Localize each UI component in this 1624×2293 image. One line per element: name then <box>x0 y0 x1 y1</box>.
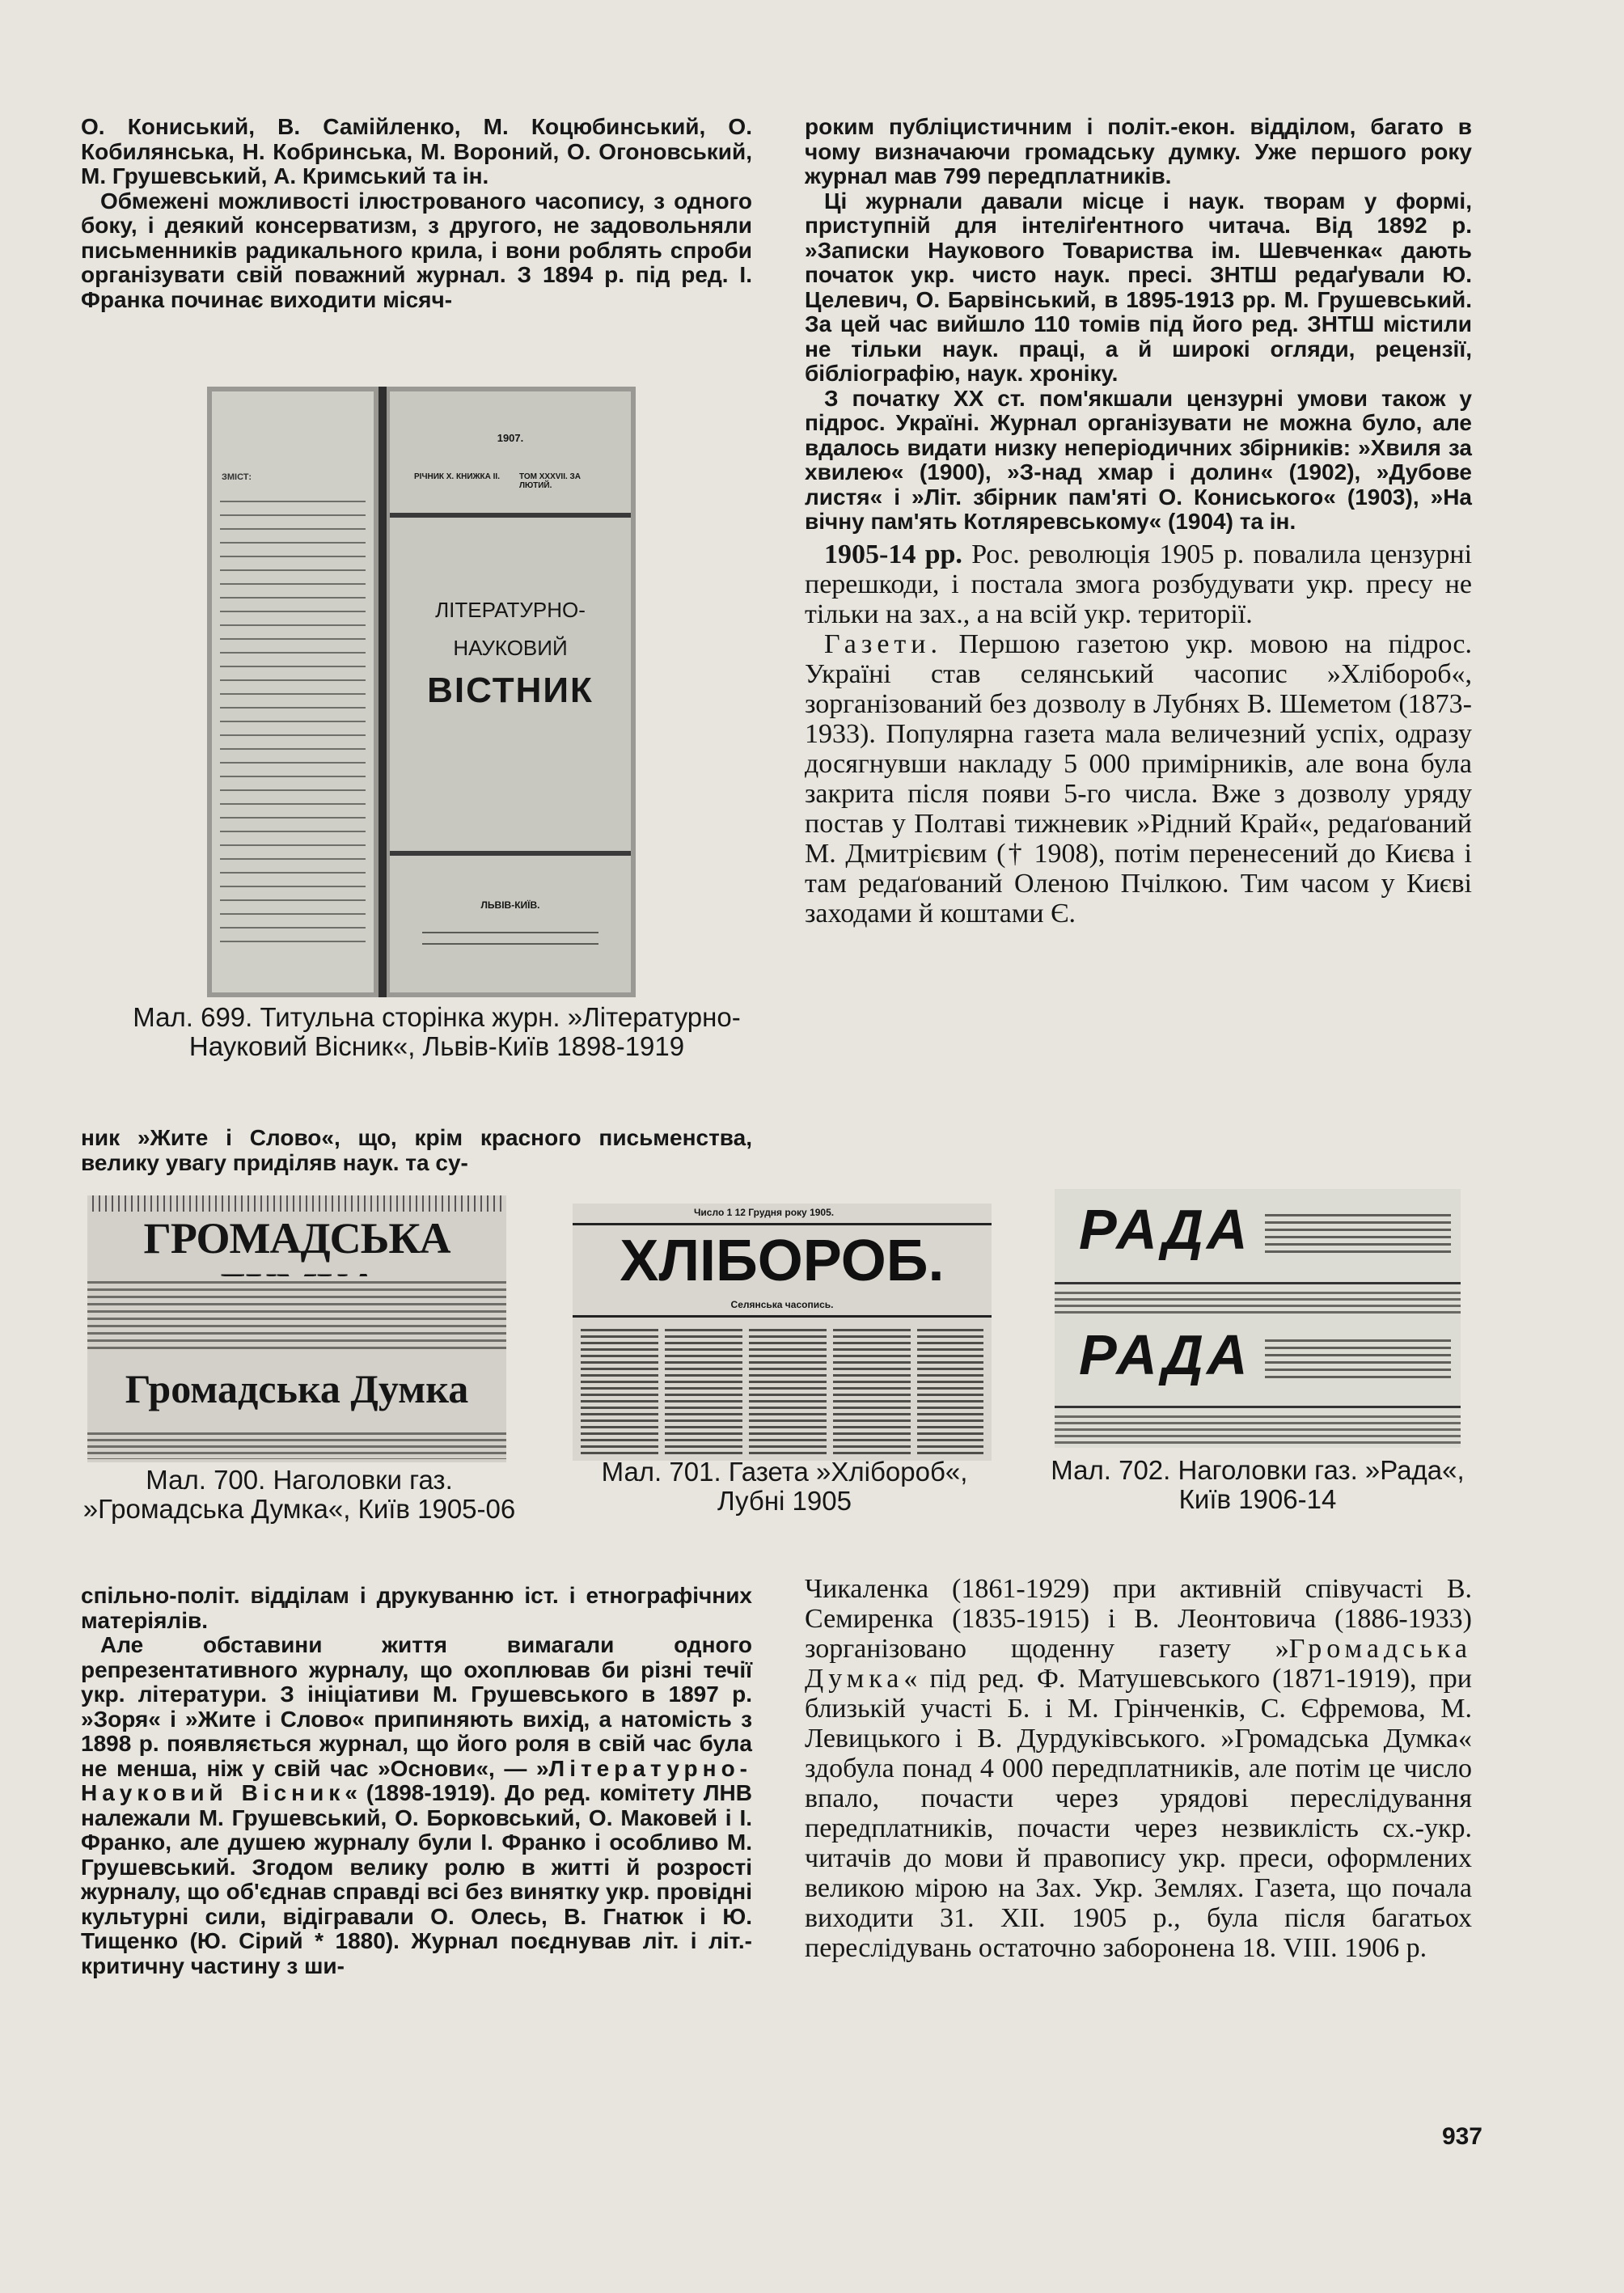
body-rule <box>573 1315 992 1318</box>
cover-title-line1: ЛІТЕРАТУРНО- <box>435 598 586 622</box>
dateline: Число 1 12 Грудня року 1905. <box>694 1207 835 1218</box>
masthead: ХЛІБОРОБ. <box>620 1229 945 1293</box>
subtitle: Селянська часопись. <box>730 1299 834 1310</box>
masthead-2: РАДА <box>1079 1323 1251 1386</box>
dateline-rule <box>573 1223 992 1225</box>
right-column-bottom <box>805 1574 1472 1963</box>
masthead-2-band <box>1055 1411 1461 1444</box>
paragraph: роким публіцистичним і політ.-екон. відділом, багато в чому визначаючи громадську думку. Уже першого року журнал мав 799 передплатників. <box>805 114 1472 188</box>
right-column-top <box>805 115 1472 929</box>
contents-strip <box>212 391 374 992</box>
bottom-band <box>87 1428 506 1459</box>
cover-volume-left: РІЧНИК X. КНИЖКА II. <box>414 472 500 481</box>
paragraph: Ці журнали давали місце і наук. творам у формі, приступній для інтеліґентного читача. Від 1892 р. »Записки Наукового Товариства ім. Шевченка« дають початок укр. чисто наук. пресі. ЗНТШ редаґували Ю. Целевич, О. Барвінський, в 1895-1913 рр. М. Грушевський. За цей час вийшло 110 томів під його ред. ЗНТШ містили не тільки наук. праці, а й широкі огляди, рецензії, бібліографію, наук. хроніку. <box>805 188 1472 386</box>
section-paragraph: 1905-14 рр. Рос. революція 1905 р. повалила цензурні перешкоди, і постала змога розбудувати укр. пресу не тільки на зах., а на всій укр. території. <box>805 539 1473 629</box>
columns <box>581 1325 983 1454</box>
paragraph: спільно-політ. відділам і друкуванню іст. і етнографічних матеріялів. <box>81 1583 752 1633</box>
figure-700-caption: Мал. 700. Наголовки газ. »Громадська Думка«, Київ 1905-06 <box>82 1465 516 1524</box>
cover-rule-top <box>390 513 631 518</box>
section-heading: Газети. <box>824 628 942 659</box>
masthead-2-side <box>1265 1335 1451 1383</box>
left-column-bottom <box>81 1584 752 1978</box>
paragraph: О. Кониський, В. Самійленко, М. Коцюбинський, О. Кобилянська, Н. Кобринська, М. Вороний, О. Огоновський, М. Грушевський, А. Кримський та ін. <box>81 114 752 188</box>
masthead-2: Громадська Думка <box>125 1366 469 1411</box>
cover-title-line3: ВІСТНИК <box>427 671 594 710</box>
divider-rule <box>379 387 387 997</box>
masthead-1: ГРОМАДСЬКА <box>143 1214 450 1263</box>
figure-699-caption: Мал. 699. Титульна сторінка журн. »Літературно-Науковий Вісник«, Львів-Київ 1898-1919 <box>133 1002 741 1061</box>
masthead-2-rule <box>1055 1406 1461 1408</box>
cover-title-line2: НАУКОВИЙ <box>453 636 568 660</box>
paragraph: Чикаленка (1861-1929) при активній співучасті В. Семиренка (1835-1915) і В. Леонтовича (1886-1933) зорганізовано щоденну газету »Громадська Думка« під ред. Ф. Матушевського (1871-1919), при близькій участі Б. і М. Грінченків, С. Єфремова, М. Левицького і В. Дурдуківського. »Громадська Думка« здобула понад 4 000 передплатників, але потім це число впало, почасти через урядові переслідування передплатників, почасти через незвикліcть сх.-укр. читачів до мови й правопису укр. преси, оформлених великою мірою на Зах. Укр. Землях. Газета, що почала виходити 31. XII. 1905 р., була після багатьох переслідувань остаточно заборонена 18. VIII. 1906 р. <box>805 1574 1472 1963</box>
cover-year: 1907. <box>497 432 524 444</box>
section-paragraph: Газети. Першою газетою укр. мовою на підрос. Україні став селянський часопис »Хлібороб«, зорганізований без дозволу в Лубнях В. Шеметом (1873-1933). Популярна газета мала величезний успіх, одразу досягнувши накладу 5 000 примірників, але вона була закрита після появи 5-го числа. Вже з дозволу уряду постав у Полтаві тижневик »Рідний Край«, редаґований М. Дмитрієвим († 1908), потім перенесений до Києва і там редаґований Оленою Пчілкою. Тим часом у Києві заходами й коштами Є. <box>805 628 1472 929</box>
left-column-mid <box>81 1126 752 1175</box>
left-column-top <box>81 115 752 312</box>
contents-lines <box>220 493 366 946</box>
section-heading: 1905-14 рр. <box>824 539 962 569</box>
paragraph: ник »Жите і Слово«, що, крім красного письменства, велику увагу приділяв наук. та су- <box>81 1125 752 1175</box>
paragraph: З початку XX ст. пом'якшали цензурні умови також у підрос. Україні. Журнал організувати не можна було, але вдалось видати низку неперіодичних збірників: »Хвиля за хвилею« (1900), »З-над хмар і долин« (1902), »Дубове листя« і »Літ. збірник пам'яті О. Кониського« (1903), »На вічну пам'ять Котляревському« (1904) та ін. <box>805 385 1472 534</box>
figure-702-caption: Мал. 702. Наголовки газ. »Рада«, Київ 1906-14 <box>1051 1455 1465 1514</box>
cover-place: ЛЬВІВ-КИЇВ. <box>480 899 540 911</box>
figure-701-newspaper <box>573 1204 992 1461</box>
cover-panel <box>390 391 631 992</box>
paragraph: Але обставини життя вимагали одного репрезентативного журналу, що охоплював би різні течії укр. літератури. З ініціативи М. Грушевського в 1897 р. »Зоря« і »Жите і Слово« припиняють вихід, а натомість з 1898 р. появляється журнал, що його роля в свій час була не менша, ніж у свій час »Основи«, — »Літературно-Науковий Вісник« (1898-1919). До ред. комітету ЛНВ належали М. Грушевський, О. Борковський, О. Маковей і І. Франко, але душею журналу були І. Франко і особливо М. Грушевський. Згодом велику ролю в житті й розрості журналу, що об'єднав справді всі без винятку укр. провідні культурні сили, відігравали О. Олесь, В. Гнатюк і Ю. Тищенко (Ю. Сірий * 1880). Журнал поєднував літ. і літ.-критичну частину з ши- <box>81 1632 752 1978</box>
masthead-1-band <box>1055 1288 1461 1317</box>
figure-700-mastheads <box>87 1195 506 1462</box>
figure-699-title-page <box>207 387 636 997</box>
cover-volume-right: ТОМ XXXVII. ЗА ЛЮТИЙ. <box>519 472 582 490</box>
figure-701-caption: Мал. 701. Газета »Хлібороб«, Лубні 1905 <box>601 1457 968 1516</box>
masthead-1-side <box>1265 1209 1451 1258</box>
contents-heading: ЗМІСТ: <box>222 472 252 482</box>
cover-imprint-lines <box>422 925 598 948</box>
figure-702-mastheads <box>1055 1189 1461 1448</box>
cover-rule-bottom <box>390 851 631 856</box>
masthead-1-rule <box>1055 1282 1461 1284</box>
top-strip <box>87 1195 506 1212</box>
masthead-1: РАДА <box>1079 1198 1251 1261</box>
text-band <box>87 1276 506 1349</box>
page-number: 937 <box>1441 2123 1482 2150</box>
paragraph: Обмежені можливості ілюстрованого часопису, з одного боку, і деякий консерватизм, з другого, не задовольняли письменників радикального крила, і вони роблять спроби організувати свій поважний журнал. З 1894 р. під ред. І. Франка починає виходити місяч- <box>81 188 752 312</box>
